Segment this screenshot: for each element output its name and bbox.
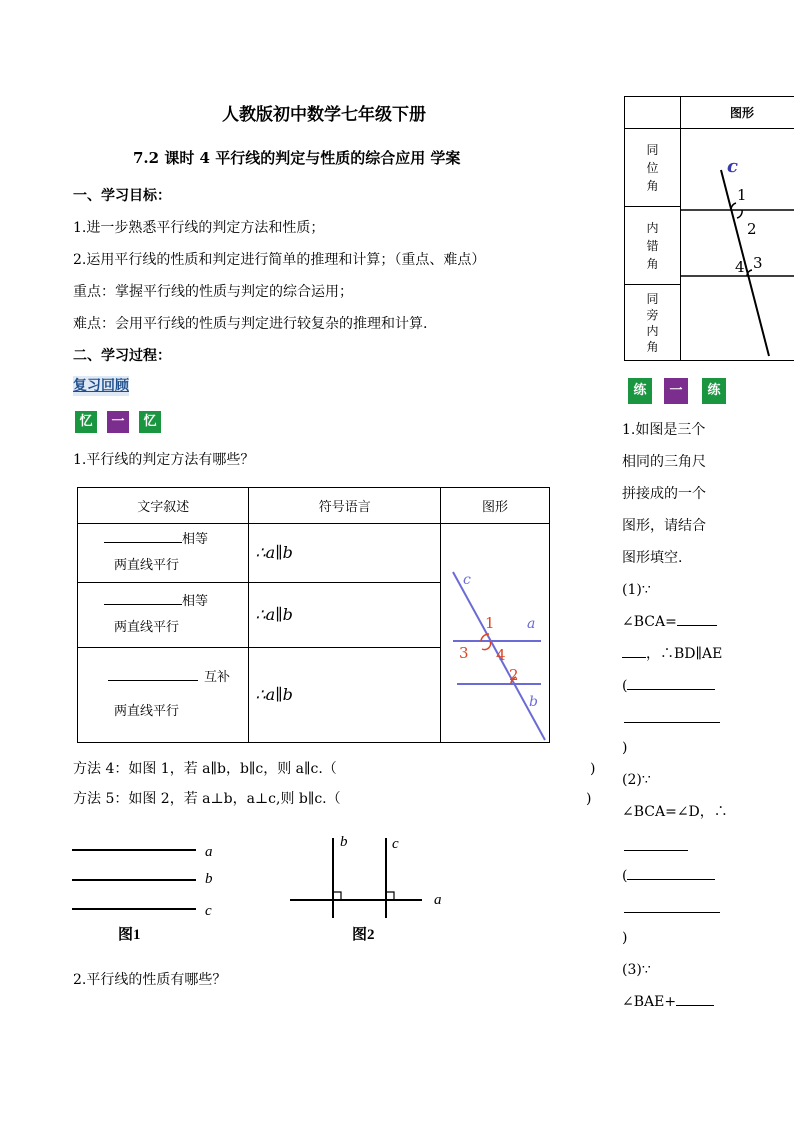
practice-line-2: 相同的三角尺 (622, 454, 706, 470)
badge-lian-2: 练 (702, 378, 726, 404)
label-b: b (528, 694, 538, 710)
review-label: 复习回顾 (73, 378, 129, 394)
part-2-reason-blank[interactable] (624, 912, 720, 913)
part-1-reason-blank[interactable] (624, 722, 720, 723)
figure-cell (440, 524, 549, 743)
badge-yi-mid: 一 (107, 411, 129, 433)
part-1-line-2: ，∴BD∥AE (622, 644, 722, 664)
row-label-corresponding: 同位角 (625, 129, 681, 207)
fig1-label-a: a (205, 844, 213, 860)
row-label-co-interior: 同旁内角 (625, 285, 681, 361)
key-point: 重点：掌握平行线的性质与判定的综合运用； (73, 284, 353, 300)
method-5-close: ) (586, 791, 592, 807)
fig1-label-c: c (205, 903, 212, 919)
angle-1: 1 (484, 614, 495, 632)
fig1-label-b: b (205, 871, 213, 887)
part-1-line-1: ∠BCA= (622, 612, 717, 632)
fig2-label-c: c (392, 836, 399, 852)
goal-1: 1.进一步熟悉平行线的判定方法和性质； (73, 220, 325, 236)
right-col-header-figure: 图形 (681, 97, 794, 129)
badge-lian-mid: 一 (664, 378, 688, 404)
part-1-label: (1)∵ (622, 582, 651, 598)
badge-lian-1: 练 (628, 378, 652, 404)
angle-4: 4 (495, 646, 506, 664)
fig2-label-a: a (434, 892, 442, 908)
right-angle-4: 4 (735, 257, 745, 276)
table-row: 互补 两直线平行 (78, 647, 249, 742)
angle-3: 3 (458, 644, 469, 662)
angle-2: 2 (508, 666, 519, 684)
table-row: 相等 两直线平行 (78, 582, 249, 647)
fig2-label-b: b (340, 834, 348, 850)
method-4-close: ) (590, 761, 596, 777)
symbol-cell: ∴a∥b (249, 524, 441, 583)
figure-2 (288, 830, 458, 945)
section-heading-goals: 一、学习目标： (73, 188, 171, 204)
badge-yi-1: 忆 (75, 411, 97, 433)
method-5: 方法 5：如图 2，若 a⊥b，a⊥c,则 b∥c.（ (73, 791, 341, 807)
practice-line-4: 图形，请结合 (622, 518, 706, 534)
symbol-cell: ∴a∥b (249, 647, 441, 742)
practice-line-1: 1.如图是三个 (622, 422, 706, 438)
fig2-caption: 图2 (352, 927, 375, 943)
part-1-reason: ( (622, 676, 715, 696)
goal-2: 2.运用平行线的性质和判定进行简单的推理和计算；（重点、难点） (73, 252, 486, 268)
page-subtitle: 7.2 课时 4 平行线的判定与性质的综合应用 学案 (133, 149, 461, 167)
part-2-blank[interactable] (624, 850, 688, 851)
section-heading-process: 二、学习过程： (73, 348, 171, 364)
col-header-symbol: 符号语言 (249, 488, 441, 524)
right-transversal-figure (681, 130, 794, 360)
row-label-alternate: 内错角 (625, 207, 681, 285)
right-angle-1: 1 (737, 185, 747, 204)
part-2-reason: ( (622, 866, 715, 886)
right-angle-2: 2 (747, 219, 757, 238)
question-1: 1.平行线的判定方法有哪些？ (73, 452, 255, 468)
page-title: 人教版初中数学七年级下册 (222, 105, 426, 125)
part-2-close: ) (622, 930, 628, 946)
part-2-line-1: ∠BCA=∠D，∴ (622, 804, 728, 820)
properties-table (624, 96, 794, 361)
question-2: 2.平行线的性质有哪些？ (73, 972, 227, 988)
label-c: c (462, 572, 471, 588)
difficult-point: 难点：会用平行线的性质与判定进行较复杂的推理和计算. (73, 316, 428, 332)
table-row: 相等 两直线平行 (78, 524, 249, 583)
part-3-line-1: ∠BAE+ (622, 992, 714, 1012)
col-header-text: 文字叙述 (78, 488, 249, 524)
badge-yi-2: 忆 (139, 411, 161, 433)
part-1-close: ) (622, 740, 628, 756)
symbol-cell: ∴a∥b (249, 582, 441, 647)
col-header-figure: 图形 (440, 488, 549, 524)
right-label-c: c (727, 155, 738, 177)
part-2-label: (2)∵ (622, 772, 651, 788)
label-a: a (526, 616, 536, 632)
right-angle-3: 3 (753, 253, 763, 272)
criteria-table (77, 487, 550, 743)
method-4: 方法 4：如图 1，若 a∥b，b∥c，则 a∥c.（ (73, 761, 337, 777)
transversal-figure (441, 524, 549, 742)
practice-line-3: 拼接成的一个 (622, 486, 706, 502)
right-figure-cell (681, 129, 794, 361)
fig1-caption: 图1 (118, 927, 141, 943)
part-3-label: (3)∵ (622, 962, 651, 978)
practice-line-5: 图形填空. (622, 550, 683, 566)
figure-1 (70, 838, 230, 958)
